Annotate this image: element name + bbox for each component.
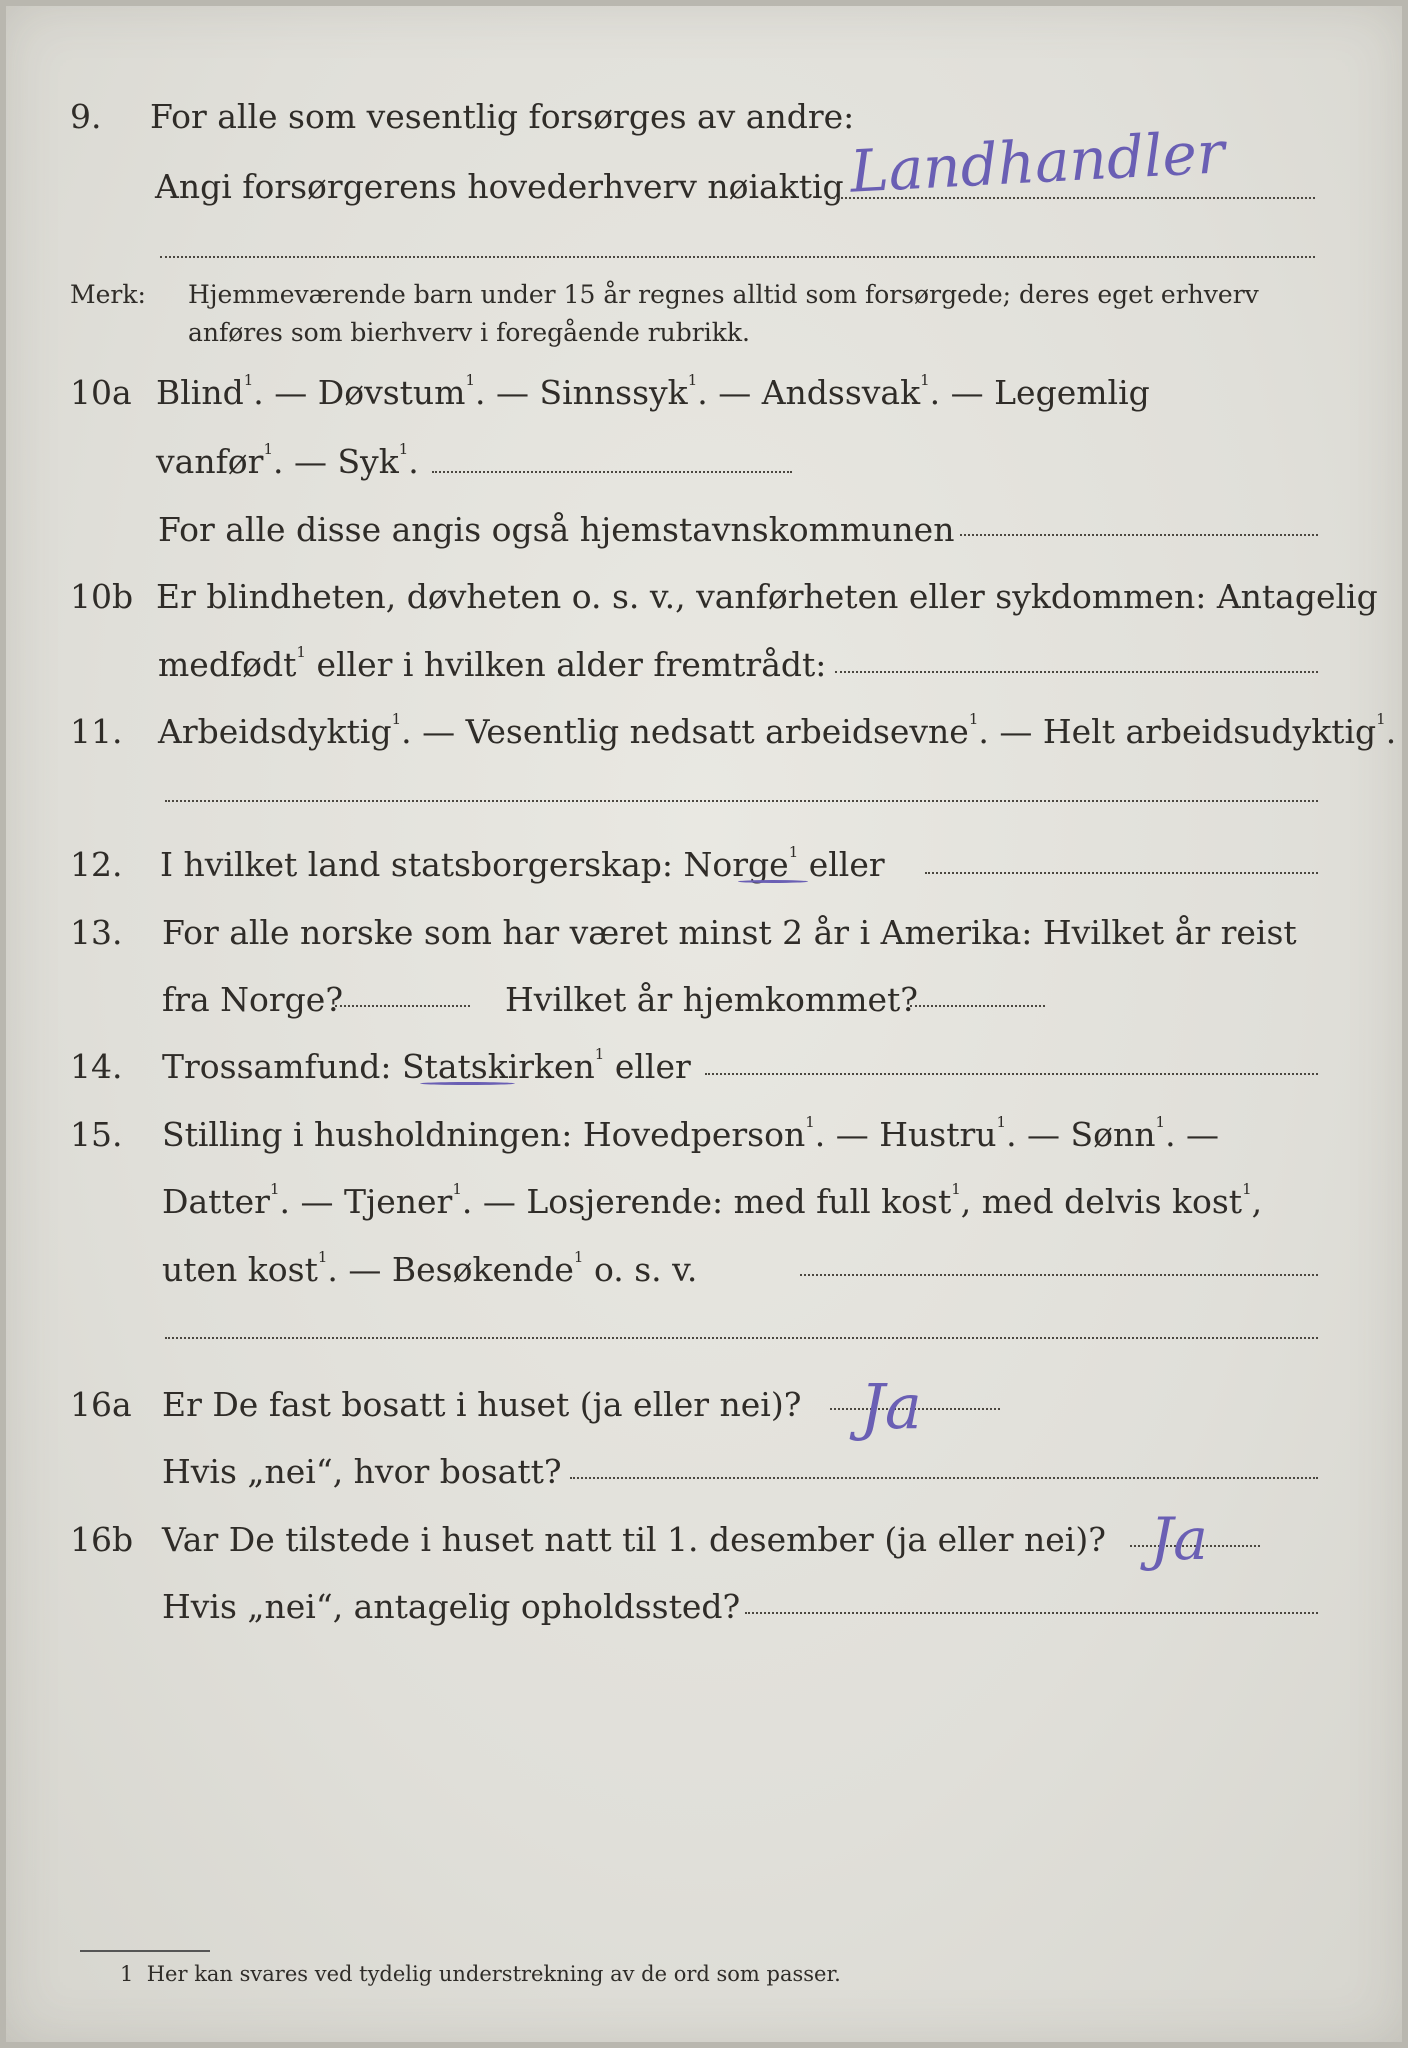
question-10a-line3: For alle disse angis også hjemstavnskommunen: [158, 510, 955, 549]
question-15-number: 15.: [70, 1115, 123, 1154]
answer-line: [925, 872, 1318, 874]
question-16b-number: 16b: [70, 1520, 134, 1559]
answer-line: [800, 1274, 1318, 1276]
question-13-number: 13.: [70, 913, 123, 952]
handwritten-answer-resident: Ja: [860, 1370, 922, 1443]
answer-line: [960, 534, 1318, 536]
question-10b-line2: medfødt$^1$ eller i hvilken alder fremtrådt:: [158, 643, 827, 684]
question-9-prompt: Angi forsørgerens hovederhverv nøiaktig: [155, 167, 844, 206]
question-13-line2b: Hvilket år hjemkommet?: [505, 980, 918, 1019]
note-text-line2: anføres som bierhverv i foregående rubrikk.: [188, 318, 750, 347]
underline-mark: [738, 880, 808, 883]
question-9-number: 9.: [70, 97, 102, 136]
question-10b-number: 10b: [70, 577, 134, 616]
question-11-number: 11.: [70, 712, 123, 751]
footnote: 1 Her kan svares ved tydelig understrekning av de ord som passer.: [120, 1962, 841, 1986]
question-16a-line1: Er De fast bosatt i huset (ja eller nei)?: [162, 1385, 802, 1424]
question-15-line2: Datter$^1$. — Tjener$^1$. — Losjerende: med full kost$^1$, med delvis kost$^1$,: [162, 1180, 1263, 1221]
answer-line: [160, 256, 1315, 258]
question-16a-line2: Hvis „nei“, hvor bosatt?: [162, 1452, 562, 1491]
question-16b-line1: Var De tilstede i huset natt til 1. desember (ja eller nei)?: [162, 1520, 1106, 1559]
answer-line: [910, 1005, 1045, 1007]
question-10a-line1: Blind$^1$. — Døvstum$^1$. — Sinnssyk$^1$. — Andssvak$^1$. — Legemlig: [156, 371, 1150, 412]
question-16a-number: 16a: [70, 1385, 132, 1424]
question-10b-line1: Er blindheten, døvheten o. s. v., vanførheten eller sykdommen: Antagelig: [156, 577, 1378, 616]
question-11-text: Arbeidsdyktig$^1$. — Vesentlig nedsatt arbeidsevne$^1$. — Helt arbeidsudyktig$^1$.: [158, 710, 1397, 751]
answer-line: [432, 471, 792, 473]
question-10a-number: 10a: [70, 373, 132, 412]
answer-line: [835, 671, 1318, 673]
question-14-number: 14.: [70, 1047, 123, 1086]
answer-line: [570, 1477, 1318, 1479]
handwritten-answer-present: Ja: [1150, 1505, 1208, 1573]
handwritten-answer-occupation: Landhandler: [848, 118, 1227, 206]
answer-line: [705, 1073, 1318, 1075]
note-label: Merk:: [70, 280, 146, 309]
question-12-number: 12.: [70, 845, 123, 884]
answer-line: [165, 800, 1318, 802]
question-13-line1: For alle norske som har været minst 2 år i Amerika: Hvilket år reist: [162, 913, 1297, 952]
question-12-text: I hvilket land statsborgerskap: Norge$^1$ eller: [160, 843, 885, 884]
answer-line: [335, 1005, 470, 1007]
question-9-text: For alle som vesentlig forsørges av andre:: [150, 97, 855, 136]
question-15-line3: uten kost$^1$. — Besøkende$^1$ o. s. v.: [162, 1248, 698, 1289]
answer-line: [165, 1337, 1318, 1339]
question-15-line1: Stilling i husholdningen: Hovedperson$^1$. — Hustru$^1$. — Sønn$^1$. —: [162, 1113, 1220, 1154]
question-10a-line2: vanfør$^1$. — Syk$^1$.: [156, 440, 419, 481]
underline-mark: [420, 1082, 515, 1085]
question-16b-line2: Hvis „nei“, antagelig opholdssted?: [162, 1587, 741, 1626]
note-text-line1: Hjemmeværende barn under 15 år regnes alltid som forsørgede; deres eget erhverv: [188, 280, 1259, 309]
footnote-rule: [80, 1950, 210, 1952]
answer-line: [745, 1612, 1318, 1614]
question-14-text: Trossamfund: Statskirken$^1$ eller: [162, 1045, 691, 1086]
question-13-line2a: fra Norge?: [162, 980, 344, 1019]
